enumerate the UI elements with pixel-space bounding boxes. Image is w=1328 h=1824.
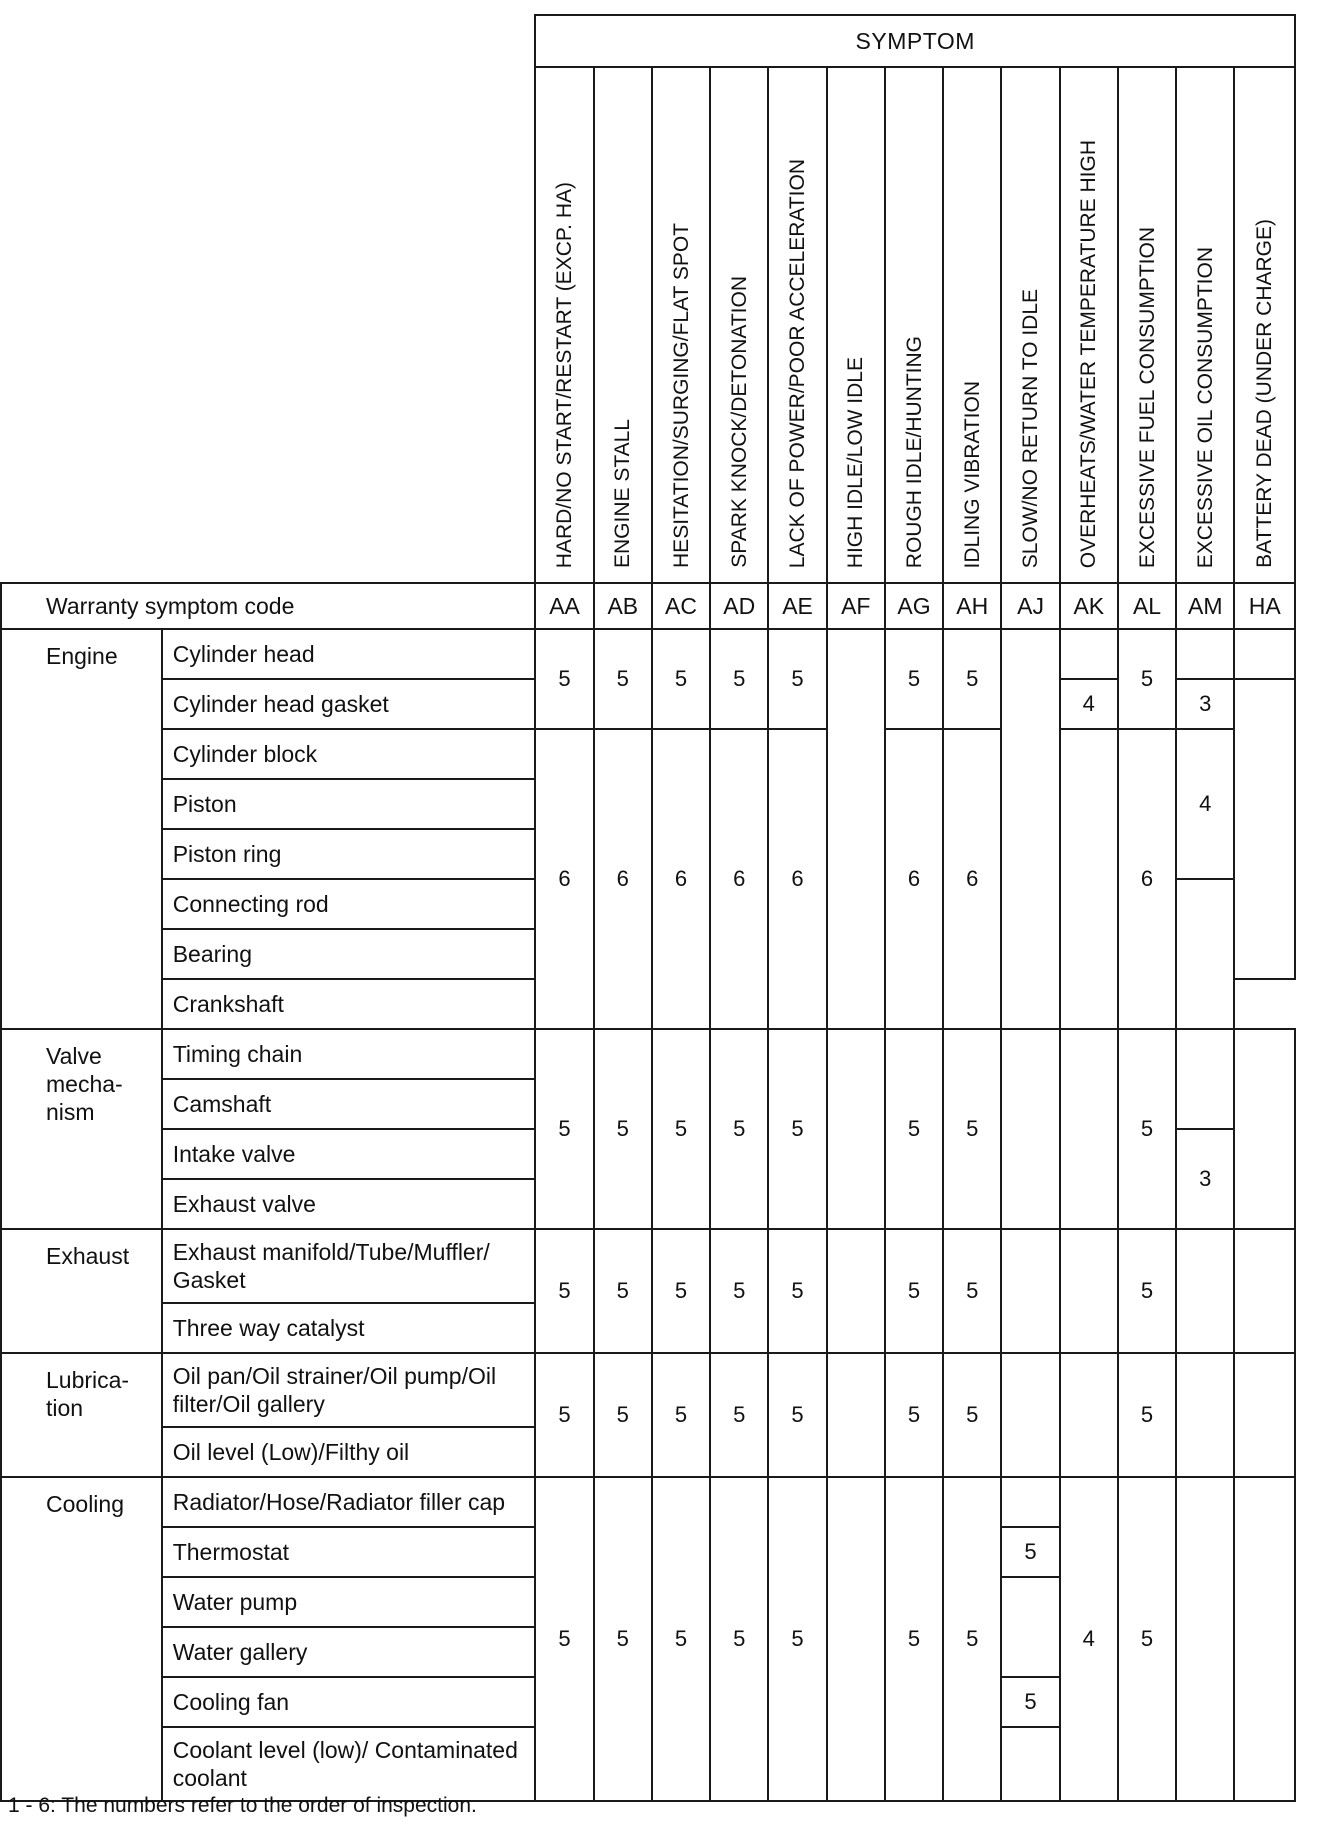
value-cell: 5 xyxy=(594,1029,652,1229)
value-cell: 5 xyxy=(768,1353,826,1477)
item-label: Cylinder block xyxy=(162,729,536,779)
column-header xyxy=(1118,67,1176,583)
item-label: Timing chain xyxy=(162,1029,536,1079)
value-cell: 5 xyxy=(943,1477,1001,1801)
value-cell-empty xyxy=(827,1229,885,1353)
value-cell-empty xyxy=(827,1353,885,1477)
item-label: Three way catalyst xyxy=(162,1303,536,1353)
symptom-code: AL xyxy=(1118,583,1176,629)
item-label: Oil pan/Oil strainer/Oil pump/Oil filter/Oil gallery xyxy=(162,1353,536,1427)
column-header xyxy=(535,67,593,583)
symptom-code: AB xyxy=(594,583,652,629)
item-label: Cylinder head gasket xyxy=(162,679,536,729)
value-cell-empty xyxy=(1001,1029,1059,1229)
value-cell-empty xyxy=(1001,1577,1059,1677)
value-cell: 6 xyxy=(594,729,652,1029)
value-cell: 5 xyxy=(1001,1677,1059,1727)
column-header-label: ENGINE STALL xyxy=(611,419,635,568)
value-cell: 5 xyxy=(1001,1527,1059,1577)
value-cell: 6 xyxy=(652,729,710,1029)
value-cell-empty xyxy=(1234,1029,1295,1229)
value-cell: 5 xyxy=(594,1353,652,1477)
value-cell: 5 xyxy=(1118,1477,1176,1801)
value-cell-empty xyxy=(1060,1353,1118,1477)
value-cell: 3 xyxy=(1176,1129,1234,1229)
column-header-label: EXCESSIVE FUEL CONSUMPTION xyxy=(1135,226,1159,568)
item-label: Piston xyxy=(162,779,536,829)
column-header xyxy=(1060,67,1118,583)
item-label: Connecting rod xyxy=(162,879,536,929)
symptom-code: AD xyxy=(710,583,768,629)
value-cell: 5 xyxy=(594,1477,652,1801)
value-cell: 3 xyxy=(1176,679,1234,729)
column-header xyxy=(885,67,943,583)
symptom-code: AK xyxy=(1060,583,1118,629)
item-label: Exhaust manifold/Tube/Muffler/ Gasket xyxy=(162,1229,536,1303)
group-label-exhaust: Exhaust xyxy=(1,1229,162,1353)
value-cell: 5 xyxy=(885,1029,943,1229)
value-cell-empty xyxy=(1234,1477,1295,1801)
column-header xyxy=(652,67,710,583)
value-cell: 5 xyxy=(710,1353,768,1477)
item-label: Water pump xyxy=(162,1577,536,1627)
value-cell: 5 xyxy=(943,1029,1001,1229)
value-cell: 5 xyxy=(535,1477,593,1801)
value-cell: 5 xyxy=(885,1477,943,1801)
value-cell-empty xyxy=(1001,1727,1059,1801)
value-cell: 5 xyxy=(885,629,943,729)
column-header-label: HIGH IDLE/LOW IDLE xyxy=(844,356,868,568)
table-row xyxy=(1,1029,1295,1079)
item-label: Camshaft xyxy=(162,1079,536,1129)
item-label: Coolant level (low)/ Contaminated coolant xyxy=(162,1727,536,1801)
value-cell: 5 xyxy=(1118,1353,1176,1477)
value-cell: 5 xyxy=(1118,1029,1176,1229)
value-cell: 6 xyxy=(535,729,593,1029)
value-cell-empty xyxy=(1234,679,1295,979)
value-cell: 5 xyxy=(652,1229,710,1353)
value-cell-empty xyxy=(1060,1029,1118,1229)
column-header xyxy=(710,67,768,583)
column-header-label: SLOW/NO RETURN TO IDLE xyxy=(1019,288,1043,568)
symptom-code: AJ xyxy=(1001,583,1059,629)
value-cell-empty xyxy=(1176,1229,1234,1353)
item-label: Water gallery xyxy=(162,1627,536,1677)
value-cell: 5 xyxy=(768,1029,826,1229)
symptom-code: AF xyxy=(827,583,885,629)
value-cell: 5 xyxy=(885,1229,943,1353)
corner-cell xyxy=(1,15,535,583)
value-cell-empty xyxy=(1234,1229,1295,1353)
value-cell-empty xyxy=(1001,1229,1059,1353)
symptom-code: HA xyxy=(1234,583,1295,629)
value-cell: 5 xyxy=(710,1029,768,1229)
value-cell: 5 xyxy=(652,1353,710,1477)
column-header-label: ROUGH IDLE/HUNTING xyxy=(902,335,926,568)
value-cell: 4 xyxy=(1060,679,1118,729)
value-cell-empty xyxy=(1176,1353,1234,1477)
column-header-label: IDLING VIBRATION xyxy=(960,380,984,568)
table-row xyxy=(1,629,1295,679)
value-cell: 5 xyxy=(943,1353,1001,1477)
column-header xyxy=(1234,67,1295,583)
column-header xyxy=(827,67,885,583)
value-cell: 5 xyxy=(710,1477,768,1801)
value-cell-empty xyxy=(1176,1477,1234,1801)
value-cell-empty xyxy=(1001,629,1059,1029)
symptom-code: AE xyxy=(768,583,826,629)
value-cell-empty xyxy=(1001,1353,1059,1477)
value-cell-empty xyxy=(827,1477,885,1801)
value-cell-empty xyxy=(1234,1353,1295,1477)
table-row xyxy=(1,1353,1295,1427)
value-cell-empty xyxy=(1060,729,1118,1029)
value-cell-empty xyxy=(1176,1029,1234,1129)
item-label: Cylinder head xyxy=(162,629,536,679)
column-header xyxy=(943,67,1001,583)
group-label-valve: Valve mecha- nism xyxy=(1,1029,162,1229)
value-cell: 6 xyxy=(1118,729,1176,1029)
item-label: Radiator/Hose/Radiator filler cap xyxy=(162,1477,536,1527)
group-label-cooling: Cooling xyxy=(1,1477,162,1801)
table-row xyxy=(1,1477,1295,1527)
value-cell: 5 xyxy=(1118,1229,1176,1353)
value-cell-empty xyxy=(1060,1229,1118,1353)
column-header-label: BATTERY DEAD (UNDER CHARGE) xyxy=(1253,219,1277,568)
column-header xyxy=(1176,67,1234,583)
column-header xyxy=(768,67,826,583)
column-header-label: SPARK KNOCK/DETONATION xyxy=(727,276,751,568)
value-cell: 5 xyxy=(535,1029,593,1229)
value-cell: 5 xyxy=(710,1229,768,1353)
symptom-code: AH xyxy=(943,583,1001,629)
column-header-label: OVERHEATS/WATER TEMPERATURE HIGH xyxy=(1077,139,1101,568)
item-label: Oil level (Low)/Filthy oil xyxy=(162,1427,536,1477)
value-cell-empty xyxy=(1001,1477,1059,1527)
symptom-code: AC xyxy=(652,583,710,629)
column-header xyxy=(1001,67,1059,583)
warranty-code-row xyxy=(1,583,1295,629)
value-cell: 5 xyxy=(652,629,710,729)
table-row xyxy=(1,729,1295,779)
value-cell: 5 xyxy=(594,1229,652,1353)
item-label: Piston ring xyxy=(162,829,536,879)
value-cell: 6 xyxy=(768,729,826,1029)
value-cell: 5 xyxy=(943,1229,1001,1353)
value-cell: 4 xyxy=(1176,729,1234,879)
column-header-label: HARD/NO START/RESTART (EXCP. HA) xyxy=(553,181,577,568)
value-cell: 5 xyxy=(768,1477,826,1801)
value-cell: 5 xyxy=(768,1229,826,1353)
value-cell: 5 xyxy=(943,629,1001,729)
group-label-lubrication: Lubrica- tion xyxy=(1,1353,162,1477)
item-label: Cooling fan xyxy=(162,1677,536,1727)
symptom-code: AG xyxy=(885,583,943,629)
group-label-engine: Engine xyxy=(1,629,162,1029)
column-header-label: EXCESSIVE OIL CONSUMPTION xyxy=(1193,246,1217,568)
value-cell-empty xyxy=(1176,879,1234,1029)
item-label: Thermostat xyxy=(162,1527,536,1577)
item-label: Exhaust valve xyxy=(162,1179,536,1229)
footnote: 1 - 6: The numbers refer to the order of inspection. xyxy=(8,1794,477,1817)
value-cell: 6 xyxy=(943,729,1001,1029)
value-cell: 5 xyxy=(535,629,593,729)
symptom-code: AA xyxy=(535,583,593,629)
value-cell: 6 xyxy=(885,729,943,1029)
item-label: Bearing xyxy=(162,929,536,979)
symptom-code: AM xyxy=(1176,583,1234,629)
value-cell: 5 xyxy=(535,1229,593,1353)
symptom-inspection-table xyxy=(0,14,1296,1802)
value-cell: 5 xyxy=(535,1353,593,1477)
warranty-label: Warranty symptom code xyxy=(1,583,535,629)
column-header-label: HESITATION/SURGING/FLAT SPOT xyxy=(669,223,693,568)
table-row xyxy=(1,1229,1295,1303)
value-cell-empty xyxy=(827,629,885,1029)
value-cell-empty xyxy=(827,1029,885,1229)
value-cell: 6 xyxy=(710,729,768,1029)
value-cell-empty xyxy=(1176,629,1234,679)
value-cell: 5 xyxy=(768,629,826,729)
symptom-title: SYMPTOM xyxy=(535,15,1295,67)
item-label: Crankshaft xyxy=(162,979,536,1029)
value-cell-empty xyxy=(1234,629,1295,679)
item-label: Intake valve xyxy=(162,1129,536,1179)
value-cell: 5 xyxy=(652,1477,710,1801)
symptom-title-row xyxy=(1,15,1295,67)
value-cell-empty xyxy=(1060,629,1118,679)
value-cell: 5 xyxy=(710,629,768,729)
value-cell: 5 xyxy=(1118,629,1176,729)
column-header xyxy=(594,67,652,583)
value-cell: 5 xyxy=(594,629,652,729)
value-cell: 5 xyxy=(885,1353,943,1477)
value-cell: 4 xyxy=(1060,1477,1118,1801)
column-header-label: LACK OF POWER/POOR ACCELERATION xyxy=(786,158,810,568)
value-cell: 5 xyxy=(652,1029,710,1229)
